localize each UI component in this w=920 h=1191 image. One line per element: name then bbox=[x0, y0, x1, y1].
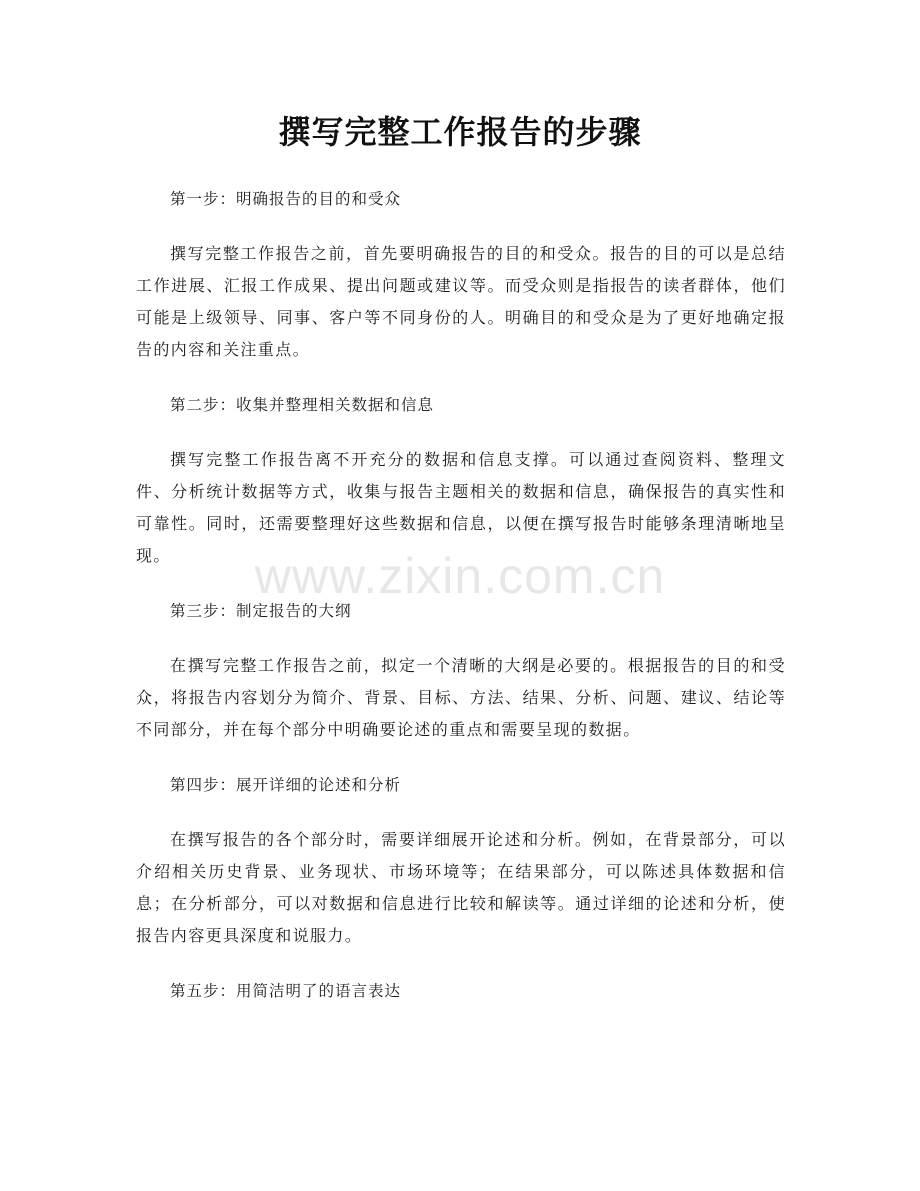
step-1-heading: 第一步：明确报告的目的和受众 bbox=[170, 190, 402, 208]
step-3-paragraph: 在撰写完整工作报告之前，拟定一个清晰的大纲是必要的。根据报告的目的和受众，将报告内容划分为简介、背景、目标、方法、结果、分析、问题、建议、结论等不同部分，并在每个部分中明确要论述的重点和需要呈现的数据。 bbox=[136, 656, 786, 739]
document-body bbox=[136, 183, 786, 1007]
step-4-heading: 第四步：展开详细的论述和分析 bbox=[170, 776, 402, 794]
step-1-paragraph: 撰写完整工作报告之前，首先要明确报告的目的和受众。报告的目的可以是总结工作进展、汇报工作成果、提出问题或建议等。而受众则是指报告的读者群体，他们可能是上级领导、同事、客户等不同身份的人。明确目的和受众是为了更好地确定报告的内容和关注重点。 bbox=[136, 244, 786, 359]
watermark: www.zixin.com.cn bbox=[254, 548, 666, 604]
step-4-paragraph: 在撰写报告的各个部分时，需要详细展开论述和分析。例如，在背景部分，可以介绍相关历史背景、业务现状、市场环境等；在结果部分，可以陈述具体数据和信息；在分析部分，可以对数据和信息进行比较和解读等。通过详细的论述和分析，使报告内容更具深度和说服力。 bbox=[136, 830, 786, 945]
step-2-heading: 第二步：收集并整理相关数据和信息 bbox=[170, 396, 435, 414]
step-5-heading: 第五步：用简洁明了的语言表达 bbox=[170, 982, 402, 1000]
step-2-paragraph: 撰写完整工作报告离不开充分的数据和信息支撑。可以通过查阅资料、整理文件、分析统计数据等方式，收集与报告主题相关的数据和信息，确保报告的真实性和可靠性。同时，还需要整理好这些数据和信息，以便在撰写报告时能够条理清晰地呈现。 bbox=[136, 450, 786, 565]
step-3-heading: 第三步：制定报告的大纲 bbox=[170, 602, 352, 620]
document-title: 撰写完整工作报告的步骤 bbox=[278, 113, 642, 151]
